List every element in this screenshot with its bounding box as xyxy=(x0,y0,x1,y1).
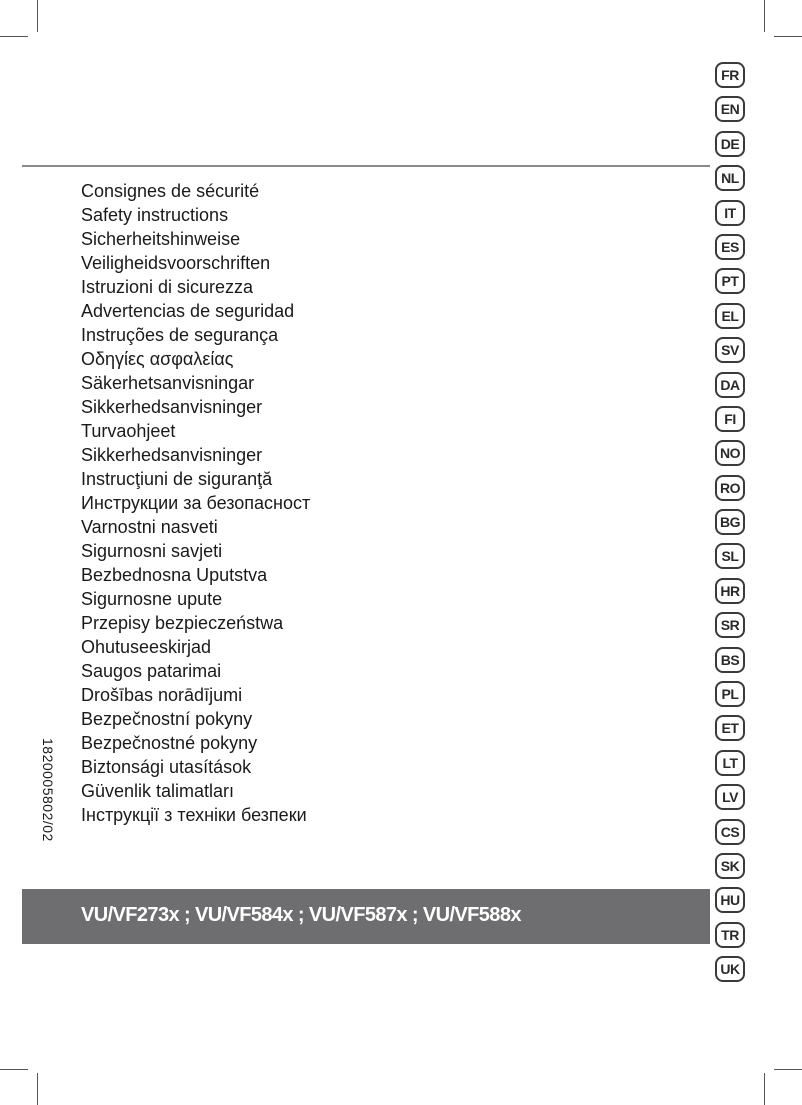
lang-tab-bs: BS xyxy=(715,647,745,673)
lang-tab-nl: NL xyxy=(715,165,745,191)
title-uk: Інструкції з техніки безпеки xyxy=(81,805,307,825)
title-cs: Bezpečnostní pokyny xyxy=(81,709,253,729)
lang-tab-uk: UK xyxy=(715,956,745,982)
title-hu: Biztonsági utasítások xyxy=(81,757,252,777)
lang-tab-cs: CS xyxy=(715,819,745,845)
safety-titles-list xyxy=(81,179,310,827)
title-en: Safety instructions xyxy=(81,205,229,225)
title-da: Sikkerhedsanvisninger xyxy=(81,397,263,417)
lang-tab-et: ET xyxy=(715,715,745,741)
model-numbers: VU/VF273x ; VU/VF584x ; VU/VF587x ; VU/VF588x xyxy=(81,904,521,926)
title-es: Advertencias de seguridad xyxy=(81,301,295,321)
lang-tab-ro: RO xyxy=(715,475,745,501)
title-sv: Säkerhetsanvisningar xyxy=(81,373,255,393)
lang-tab-en: EN xyxy=(715,96,745,122)
lang-tab-fr: FR xyxy=(715,62,745,88)
language-tabs xyxy=(715,62,745,991)
crop-mark xyxy=(764,1073,765,1105)
title-pt: Instruções de segurança xyxy=(81,325,279,345)
crop-mark xyxy=(37,1073,38,1105)
lang-tab-sv: SV xyxy=(715,337,745,363)
lang-tab-fi: FI xyxy=(715,406,745,432)
title-lt: Saugos patarimai xyxy=(81,661,222,681)
lang-tab-pl: PL xyxy=(715,681,745,707)
lang-tab-hu: HU xyxy=(715,887,745,913)
title-sk: Bezpečnostné pokyny xyxy=(81,733,258,753)
title-et: Ohutuseeskirjad xyxy=(81,637,212,657)
crop-mark xyxy=(774,36,802,37)
lang-tab-it: IT xyxy=(715,200,745,226)
title-pl: Przepisy bezpieczeństwa xyxy=(81,613,284,633)
lang-tab-lv: LV xyxy=(715,784,745,810)
title-sl: Varnostni nasveti xyxy=(81,517,218,537)
title-fr: Consignes de sécurité xyxy=(81,181,260,201)
lang-tab-lt: LT xyxy=(715,750,745,776)
title-fi: Turvaohjeet xyxy=(81,421,176,441)
crop-mark xyxy=(0,1069,28,1070)
lang-tab-tr: TR xyxy=(715,922,745,948)
lang-tab-es: ES xyxy=(715,234,745,260)
top-divider xyxy=(22,165,710,167)
title-hr: Sigurnosni savjeti xyxy=(81,541,223,561)
lang-tab-el: EL xyxy=(715,303,745,329)
title-tr: Güvenlik talimatları xyxy=(81,781,235,801)
title-bs: Sigurnosne upute xyxy=(81,589,223,609)
title-no: Sikkerhedsanvisninger xyxy=(81,445,263,465)
title-sr: Bezbednosna Uputstva xyxy=(81,565,268,585)
document-reference: 1820005802/02 xyxy=(40,738,56,842)
title-de: Sicherheitshinweise xyxy=(81,229,241,249)
title-lv: Drošības norādījumi xyxy=(81,685,243,705)
title-ro: Instrucţiuni de siguranţă xyxy=(81,469,273,489)
crop-mark xyxy=(37,0,38,32)
crop-mark xyxy=(0,36,28,37)
title-el: Οδηγίες ασφαλείας xyxy=(81,349,234,369)
title-it: Istruzioni di sicurezza xyxy=(81,277,254,297)
crop-mark xyxy=(774,1069,802,1070)
lang-tab-hr: HR xyxy=(715,578,745,604)
lang-tab-da: DA xyxy=(715,372,745,398)
lang-tab-de: DE xyxy=(715,131,745,157)
lang-tab-sr: SR xyxy=(715,612,745,638)
model-banner xyxy=(22,889,710,944)
title-nl: Veiligheidsvoorschriften xyxy=(81,253,271,273)
lang-tab-sl: SL xyxy=(715,543,745,569)
lang-tab-no: NO xyxy=(715,440,745,466)
lang-tab-sk: SK xyxy=(715,853,745,879)
lang-tab-bg: BG xyxy=(715,509,745,535)
lang-tab-pt: PT xyxy=(715,268,745,294)
crop-mark xyxy=(764,0,765,32)
title-bg: Инструкции за безопасност xyxy=(81,493,311,513)
